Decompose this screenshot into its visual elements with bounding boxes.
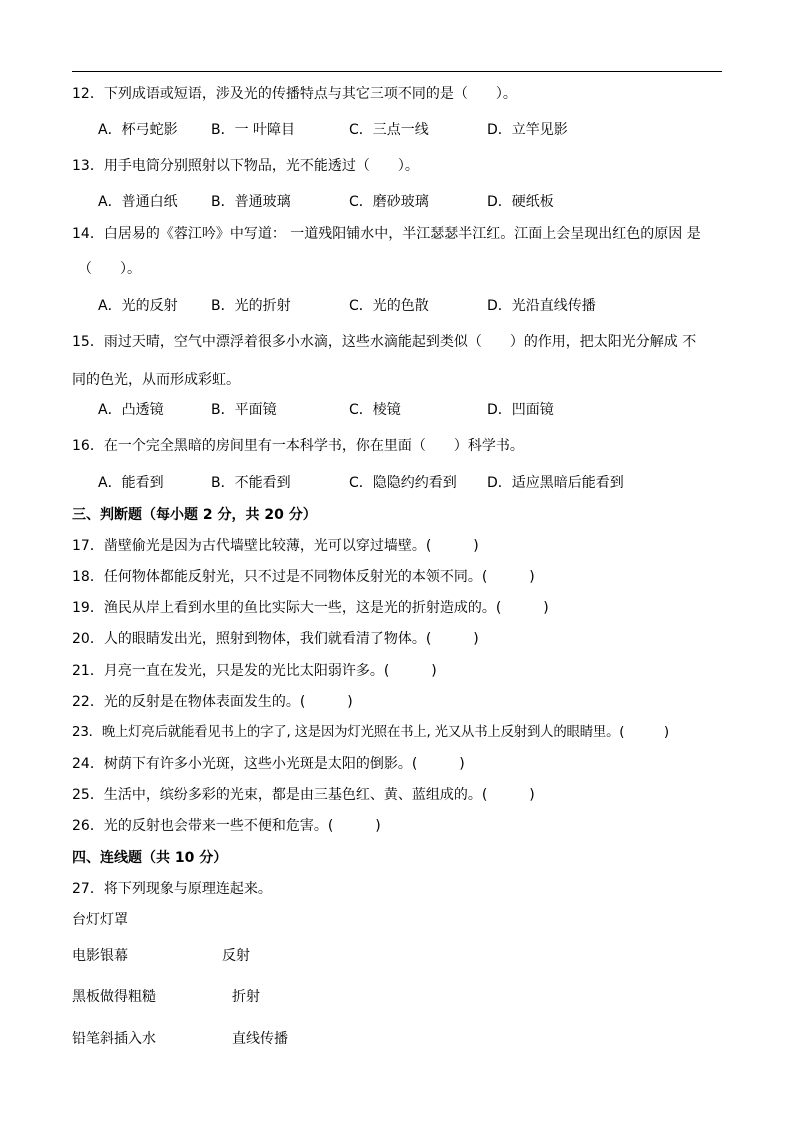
q15-option-c[interactable]: C．棱镜: [349, 402, 401, 418]
q13-option-d[interactable]: D．硬纸板: [487, 194, 554, 210]
question-14-stem: 14．白居易的《蓉江吟》中写道： 一道残阳铺水中，半江瑟瑟半江红。江面上会呈现出红色的原因 是: [72, 226, 701, 242]
question-15-stem: 15．雨过天晴，空气中漂浮着很多小水滴，这些水滴能起到类似（ ）的作用，把太阳光分解成 不: [72, 334, 697, 350]
question-17: 17．凿壁偷光是因为古代墙壁比较薄，光可以穿过墙壁。( ): [72, 538, 479, 554]
section-4-title: 四、连线题（共 10 分）: [72, 850, 228, 866]
phenomenon-4[interactable]: 铅笔斜插入水: [72, 1031, 156, 1047]
question-23: 23．晚上灯亮后就能看见书上的字了, 这是因为灯光照在书上, 光又从书上反射到人的眼睛里。( ): [72, 725, 669, 740]
q15-option-d[interactable]: D．凹面镜: [487, 402, 554, 418]
q13-option-a[interactable]: A．普通白纸: [98, 194, 178, 210]
question-25: 25．生活中，缤纷多彩的光束，都是由三基色红、黄、蓝组成的。( ): [72, 787, 535, 803]
phenomenon-2[interactable]: 电影银幕: [72, 948, 128, 964]
q13-option-c[interactable]: C．磨砂玻璃: [349, 194, 429, 210]
question-15-stem-cont: 同的色光，从而形成彩虹。: [72, 372, 240, 388]
principle-1[interactable]: 反射: [222, 948, 250, 964]
section-3-title: 三、判断题（每小题 2 分，共 20 分）: [72, 507, 317, 523]
q15-option-b[interactable]: B．平面镜: [211, 402, 277, 418]
q16-option-b[interactable]: B．不能看到: [211, 475, 291, 491]
q16-option-d[interactable]: D．适应黑暗后能看到: [487, 475, 624, 491]
question-24: 24．树荫下有许多小光斑，这些小光斑是太阳的倒影。( ): [72, 756, 465, 772]
q12-option-c[interactable]: C．三点一线: [349, 122, 429, 138]
q12-option-d[interactable]: D．立竿见影: [487, 122, 568, 138]
question-22: 22．光的反射是在物体表面发生的。( ): [72, 694, 353, 710]
q14-option-d[interactable]: D．光沿直线传播: [487, 298, 596, 314]
question-26: 26．光的反射也会带来一些不便和危害。( ): [72, 818, 381, 834]
q13-option-b[interactable]: B．普通玻璃: [211, 194, 291, 210]
question-21: 21．月亮一直在发光，只是发的光比太阳弱许多。( ): [72, 663, 437, 679]
principle-3[interactable]: 直线传播: [232, 1031, 288, 1047]
question-19: 19．渔民从岸上看到水里的鱼比实际大一些，这是光的折射造成的。( ): [72, 600, 549, 616]
question-12-stem: 12．下列成语或短语，涉及光的传播特点与其它三项不同的是（ ）。: [72, 86, 517, 102]
question-27: 27．将下列现象与原理连起来。: [72, 881, 272, 897]
header-rule: [72, 71, 722, 72]
phenomenon-1[interactable]: 台灯灯罩: [72, 912, 128, 928]
phenomenon-3[interactable]: 黑板做得粗糙: [72, 989, 156, 1005]
q16-option-c[interactable]: C．隐隐约约看到: [349, 475, 457, 491]
question-16-stem: 16．在一个完全黑暗的房间里有一本科学书，你在里面（ ）科学书。: [72, 438, 524, 454]
q16-option-a[interactable]: A．能看到: [98, 475, 164, 491]
q12-option-b[interactable]: B．一 叶障目: [211, 122, 296, 138]
q12-option-a[interactable]: A．杯弓蛇影: [98, 122, 178, 138]
q15-option-a[interactable]: A．凸透镜: [98, 402, 164, 418]
q14-option-a[interactable]: A．光的反射: [98, 298, 178, 314]
question-18: 18．任何物体都能反射光，只不过是不同物体反射光的本领不同。( ): [72, 569, 535, 585]
question-20: 20．人的眼睛发出光，照射到物体，我们就看清了物体。( ): [72, 631, 479, 647]
q14-option-c[interactable]: C．光的色散: [349, 298, 429, 314]
q14-option-b[interactable]: B．光的折射: [211, 298, 291, 314]
question-14-stem-cont: （ ）。: [78, 261, 141, 277]
question-13-stem: 13．用手电筒分别照射以下物品，光不能透过（ ）。: [72, 158, 419, 174]
principle-2[interactable]: 折射: [232, 989, 260, 1005]
